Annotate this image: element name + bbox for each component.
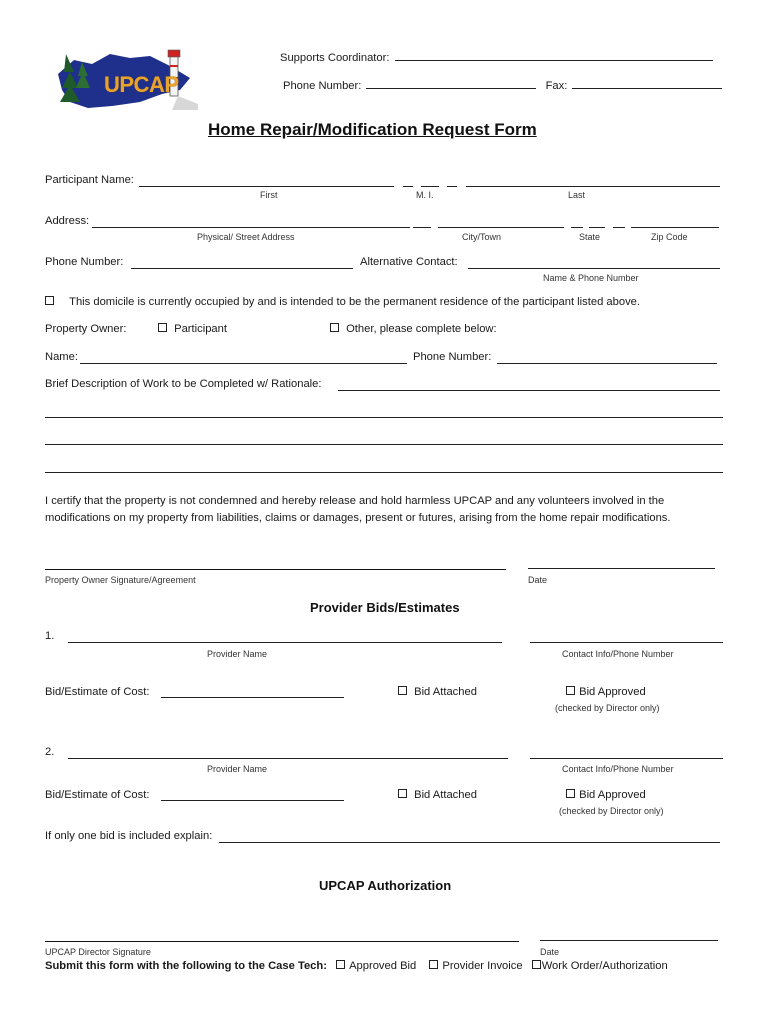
header-phone-field[interactable] <box>283 78 722 92</box>
owner-other-checkbox[interactable] <box>330 323 339 332</box>
submit-work-order-label: Work Order/Authorization <box>541 960 668 972</box>
city-line[interactable] <box>438 227 564 228</box>
owner-other-label: Other, please complete below: <box>346 323 497 335</box>
bid2-attached-option[interactable] <box>398 789 477 801</box>
description-line-3[interactable] <box>45 472 723 473</box>
domicile-checkbox[interactable] <box>45 296 54 305</box>
bid2-number: 2. <box>45 746 55 758</box>
header-fax-label: Fax: <box>545 80 568 92</box>
submit-item-provider-invoice[interactable] <box>429 960 525 972</box>
description-label: Brief Description of Work to be Completed w/ Rationale: <box>45 378 322 390</box>
bid1-number: 1. <box>45 630 55 642</box>
participant-mi-line2[interactable] <box>421 186 439 187</box>
bid2-approved-checkbox[interactable] <box>566 789 575 798</box>
submit-row <box>45 960 668 972</box>
provider-bids-heading: Provider Bids/Estimates <box>310 600 460 615</box>
bid1-approved-checkbox[interactable] <box>566 686 575 695</box>
upcap-logo <box>52 44 200 114</box>
description-line-0[interactable] <box>338 390 720 391</box>
participant-phone-label: Phone Number: <box>45 256 124 268</box>
bid1-provider-caption: Provider Name <box>207 649 268 659</box>
director-date-line[interactable] <box>540 940 718 941</box>
submit-provider-invoice-label: Provider Invoice <box>442 960 523 972</box>
bid2-provider-caption: Provider Name <box>207 764 268 774</box>
alt-contact-caption: Name & Phone Number <box>543 273 639 283</box>
authorization-heading: UPCAP Authorization <box>319 878 452 893</box>
submit-approved-bid-label: Approved Bid <box>349 960 417 972</box>
one-bid-line[interactable] <box>219 842 720 843</box>
participant-mi-line1[interactable] <box>403 186 413 187</box>
bid2-attached-label: Bid Attached <box>414 789 477 801</box>
owner-phone-line[interactable] <box>497 363 717 364</box>
director-signature-line[interactable] <box>45 941 519 942</box>
owner-phone-label: Phone Number: <box>413 351 492 363</box>
owner-participant-checkbox[interactable] <box>158 323 167 332</box>
bid2-attached-checkbox[interactable] <box>398 789 407 798</box>
state-line2[interactable] <box>589 227 605 228</box>
bid1-contact-line[interactable] <box>530 642 723 643</box>
bid2-cost-line[interactable] <box>161 800 344 801</box>
bid1-approved-note: (checked by Director only) <box>555 703 660 713</box>
bid2-approved-option[interactable] <box>566 789 646 801</box>
supports-coordinator-label: Supports Coordinator: <box>280 52 390 64</box>
owner-signature-line[interactable] <box>45 569 506 570</box>
page-title: Home Repair/Modification Request Form <box>208 120 537 139</box>
supports-coordinator-field[interactable] <box>280 50 713 64</box>
bid1-approved-label: Bid Approved <box>579 686 646 698</box>
alt-contact-label: Alternative Contact: <box>360 256 458 268</box>
state-caption: State <box>579 232 601 242</box>
owner-name-line[interactable] <box>80 363 407 364</box>
participant-last-line[interactable] <box>466 186 720 187</box>
bid2-cost-label: Bid/Estimate of Cost: <box>45 789 150 801</box>
participant-phone-line[interactable] <box>131 268 353 269</box>
supports-coordinator-line[interactable] <box>395 50 713 61</box>
certify-line-1: I certify that the property is not condemned and hereby release and hold harmless UPCAP and any volunteers involved in the <box>45 495 665 507</box>
state-line1[interactable] <box>571 227 583 228</box>
bid1-provider-line[interactable] <box>68 642 502 643</box>
header-fax-line[interactable] <box>572 78 722 89</box>
one-bid-label: If only one bid is included explain: <box>45 830 213 842</box>
owner-date-caption: Date <box>528 575 548 585</box>
owner-participant-label: Participant <box>174 323 227 335</box>
participant-mi-caption: M. I. <box>416 190 434 200</box>
owner-date-line[interactable] <box>528 568 715 569</box>
submit-provider-invoice-checkbox[interactable] <box>429 960 438 969</box>
domicile-checkbox-row[interactable] <box>45 296 640 308</box>
street-caption: Physical/ Street Address <box>197 232 295 242</box>
domicile-text: This domicile is currently occupied by and is intended to be the permanent residence of the participant listed above. <box>69 296 640 308</box>
street-line[interactable] <box>92 227 410 228</box>
submit-work-order-checkbox[interactable] <box>532 960 541 969</box>
bid2-contact-line[interactable] <box>530 758 723 759</box>
participant-last-caption: Last <box>568 190 586 200</box>
participant-mi-line3[interactable] <box>447 186 457 187</box>
owner-participant-option[interactable] <box>158 323 227 335</box>
certify-line-2: modifications on my property from liabilities, claims or damages, present or futures, arising from the home repair modifications. <box>45 512 671 524</box>
logo-text: UPCAP <box>104 72 179 97</box>
submit-item-work-order[interactable] <box>532 960 668 972</box>
bid2-contact-caption: Contact Info/Phone Number <box>562 764 674 774</box>
bid2-approved-label: Bid Approved <box>579 789 646 801</box>
bid1-approved-option[interactable] <box>566 686 646 698</box>
bid1-cost-label: Bid/Estimate of Cost: <box>45 686 150 698</box>
state-line3[interactable] <box>613 227 625 228</box>
description-line-1[interactable] <box>45 417 723 418</box>
header-phone-label: Phone Number: <box>283 80 362 92</box>
bid2-provider-line[interactable] <box>68 758 508 759</box>
city-caption: City/Town <box>462 232 502 242</box>
submit-label: Submit this form with the following to the Case Tech: <box>45 960 327 972</box>
street-line-ext[interactable] <box>413 227 431 228</box>
director-date-caption: Date <box>540 947 560 957</box>
bid1-attached-label: Bid Attached <box>414 686 477 698</box>
bid1-contact-caption: Contact Info/Phone Number <box>562 649 674 659</box>
owner-other-option[interactable] <box>330 323 497 335</box>
zip-line[interactable] <box>631 227 719 228</box>
address-label: Address: <box>45 215 90 227</box>
bid2-approved-note: (checked by Director only) <box>559 806 664 816</box>
zip-caption: Zip Code <box>651 232 688 242</box>
bid1-attached-option[interactable] <box>398 686 477 698</box>
bid1-attached-checkbox[interactable] <box>398 686 407 695</box>
participant-name-label: Participant Name: <box>45 174 134 186</box>
director-signature-caption: UPCAP Director Signature <box>45 947 151 957</box>
owner-signature-caption: Property Owner Signature/Agreement <box>45 575 196 585</box>
property-owner-label: Property Owner: <box>45 323 127 335</box>
submit-approved-bid-checkbox[interactable] <box>336 960 345 969</box>
submit-item-approved-bid[interactable] <box>336 960 419 972</box>
alt-contact-line[interactable] <box>468 268 720 269</box>
header-phone-line[interactable] <box>366 78 536 89</box>
participant-first-line[interactable] <box>139 186 394 187</box>
bid1-cost-line[interactable] <box>161 697 344 698</box>
description-line-2[interactable] <box>45 444 723 445</box>
participant-first-caption: First <box>260 190 278 200</box>
owner-name-label: Name: <box>45 351 78 363</box>
